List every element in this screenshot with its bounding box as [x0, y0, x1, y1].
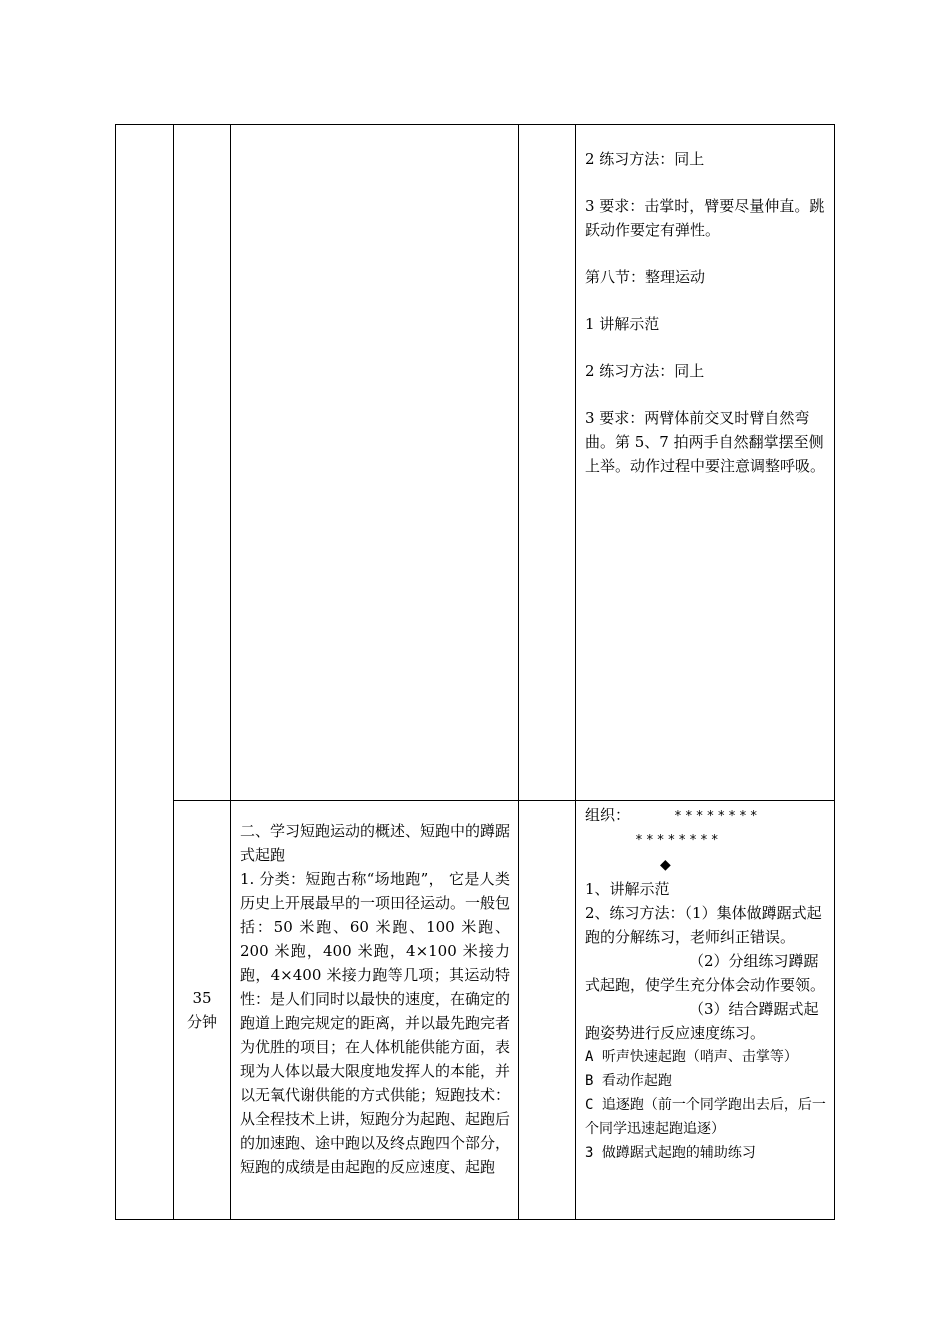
time-cell: [174, 801, 231, 1220]
method-cell: [576, 125, 835, 801]
lesson-plan-table: [115, 124, 835, 1220]
content-title: 二、学习短跑运动的概述、短跑中的蹲踞式起跑: [240, 822, 511, 864]
teacher-position-icon: ◆: [660, 857, 671, 873]
step-line: C 追逐跑（前一个同学跑出去后，后一个同学迅速起跑追逐）: [585, 1097, 826, 1137]
step-line: 1、讲解示范: [585, 880, 670, 898]
content-cell: [231, 801, 519, 1220]
table-row: [116, 125, 835, 801]
step-line: A 听声快速起跑（哨声、击掌等）: [585, 1049, 798, 1065]
table-row: [116, 801, 835, 1220]
requirement-line: 3 要求：两臂体前交叉时臂自然弯曲。第 5、7 拍两手自然翻掌摆至侧上举。动作过程中要注意调整呼吸。: [585, 409, 826, 475]
step-line: B 看动作起跑: [585, 1073, 672, 1089]
time-value: 35: [192, 989, 212, 1007]
time-unit: 分钟: [186, 1013, 217, 1031]
content-cell: [231, 125, 519, 801]
student-formation-row-1: ********: [674, 809, 761, 824]
practice-method-line: 2 练习方法：同上: [585, 150, 705, 168]
formation-row: [585, 803, 828, 829]
step-line: 3 做蹲踞式起跑的辅助练习: [585, 1145, 756, 1161]
org-label: 组织：: [585, 806, 631, 824]
step-line: （2）分组练习蹲踞式起跑，使学生充分体会动作要领。: [585, 952, 826, 994]
requirement-line: 3 要求：击掌时，臂要尽量伸直。跳跃动作要定有弹性。: [585, 197, 825, 239]
times-cell: [519, 801, 576, 1220]
explain-demo-line: 1 讲解示范: [585, 315, 660, 333]
section-heading: 第八节：整理运动: [585, 268, 706, 286]
step-line: 2、练习方法：（1）集体做蹲踞式起跑的分解练习，老师纠正错误。: [585, 904, 822, 946]
step-line: （3）结合蹲踞式起跑姿势进行反应速度练习。: [585, 1000, 819, 1042]
part-cell: [116, 125, 174, 1220]
time-cell: [174, 125, 231, 801]
times-cell: [519, 125, 576, 801]
student-formation-row-2: ********: [635, 833, 722, 848]
organization-cell: [576, 801, 835, 1220]
practice-method-line: 2 练习方法：同上: [585, 362, 705, 380]
content-body: 1. 分类：短跑古称“场地跑”， 它是人类历史上开展最早的一项田径运动。一般包括：50 米跑、60 米跑、100 米跑、200 米跑，400 米跑，4×100 米接力跑，4×400 米接力跑等几项；其运动特性：是人们同时以最快的速度，在确定的跑道上跑完规定的距离，并以最先跑完者为优胜的项目；在人体机能供能方面，表现为人体以最大限度地发挥人的本能，并以无氧代谢供能的方式供能；短跑技术：从全程技术上讲，短跑分为起跑、起跑后的加速跑、途中跑以及终点跑四个部分，短跑的成绩是由起跑的反应速度、起跑: [240, 870, 511, 1176]
